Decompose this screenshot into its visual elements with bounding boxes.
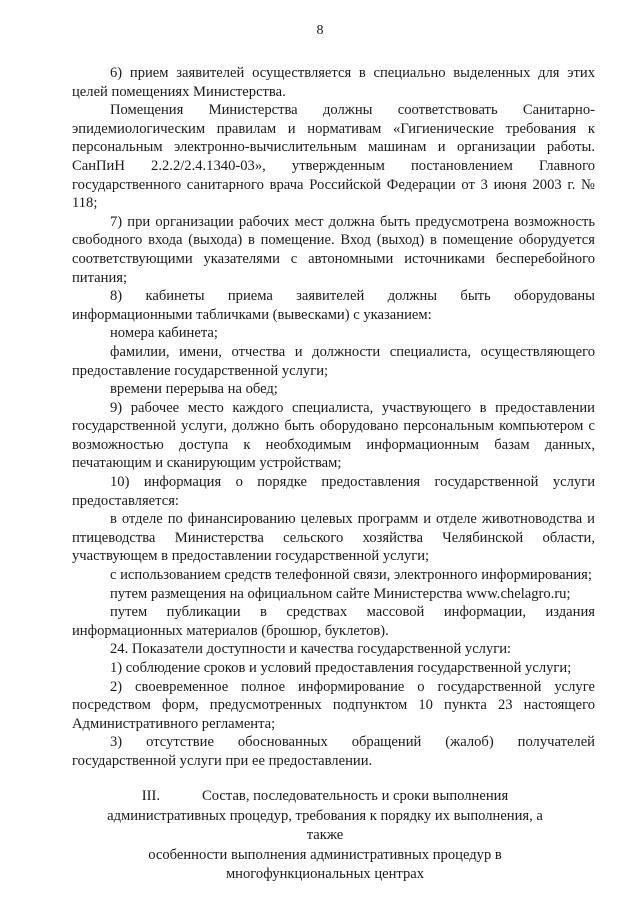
section-heading-line-1 (90, 787, 560, 807)
section-heading-line-3: особенности выполнения административных процедур в (148, 846, 502, 863)
section-heading-title: Состав, последовательность и сроки выполнения (202, 788, 509, 804)
paragraph-premises-requirements: Помещения Министерства должны соответствовать Санитарно-эпидемиологическим правилам и нормативам «Гигиенические требования к персональным электронно-вычислительным машинам и организации работы. СанПиН 2.2.2/2.4.1340-03», утвержденным постановлением Главного государственного санитарного врача Российской Федерации от 3 июня 2003 г. № 118; (72, 102, 595, 212)
paragraph-cabinet-number: номера кабинета; (110, 325, 218, 342)
paragraph-item-10: 10) информация о порядке предоставления государственной услуги предоставляется: (72, 474, 595, 509)
paragraph-phone-channel: с использованием средств телефонной связи, электронного информирования; (110, 567, 592, 584)
section-numeral: III. (141, 788, 161, 804)
paragraph-item-7: 7) при организации рабочих мест должна быть предусмотрена возможность свободного входа (выхода) в помещение. Вход (выход) в помещение оборудуется соответствующими указателями с автономными источниками бесперебойного питания; (72, 213, 595, 286)
section-heading-line-4: многофункциональных центрах (225, 866, 425, 882)
paragraph-lunch-break: времени перерыва на обед; (110, 381, 278, 398)
paragraph-item-8: 8) кабинеты приема заявителей должны быть оборудованы информационными табличками (вывесками) с указанием: (72, 288, 595, 323)
paragraph-section-24: 24. Показатели доступности и качества государственной услуги: (110, 641, 512, 658)
paragraph-indicator-1: 1) соблюдение сроков и условий предоставления государственной услуги; (110, 660, 572, 676)
section-heading (90, 787, 560, 885)
paragraph-item-9: 9) рабочее место каждого специалиста, участвующего в предоставлении государственной услуги, должно быть оборудовано персональным компьютером с возможностью доступа к необходимым информационным базам данных, печатающим и сканирующим устройствам; (72, 399, 595, 472)
paragraph-website: путем размещения на официальном сайте Министерства www.chelagro.ru; (110, 585, 571, 602)
paragraph-item-6: 6) прием заявителей осуществляется в специально выделенных для этих целей помещениях Министерства. (72, 65, 595, 100)
paragraph-indicator-2: 2) своевременное полное информирование о государственной услуге посредством форм, предусмотренных подпунктом 10 пункта 23 настоящего Административного регламента; (72, 678, 595, 732)
paragraph-department: в отделе по финансированию целевых программ и отделе животноводства и птицеводства Министерства сельского хозяйства Челябинской области, участвующем в предоставлении государственной услуги; (72, 511, 595, 565)
paragraph-mass-media: путем публикации в средствах массовой информации, издания информационных материалов (брошюр, буклетов). (72, 604, 595, 639)
paragraph-indicator-3: 3) отсутствие обоснованных обращений (жалоб) получателей государственной услуги при ее предоставлении. (72, 734, 595, 769)
document-body (72, 64, 595, 771)
page-number: 8 (316, 23, 324, 38)
section-heading-line-2: административных процедур, требования к порядку их выполнения, а также (107, 807, 543, 843)
paragraph-specialist-name: фамилии, имени, отчества и должности специалиста, осуществляющего предоставление государственной услуги; (72, 343, 595, 379)
